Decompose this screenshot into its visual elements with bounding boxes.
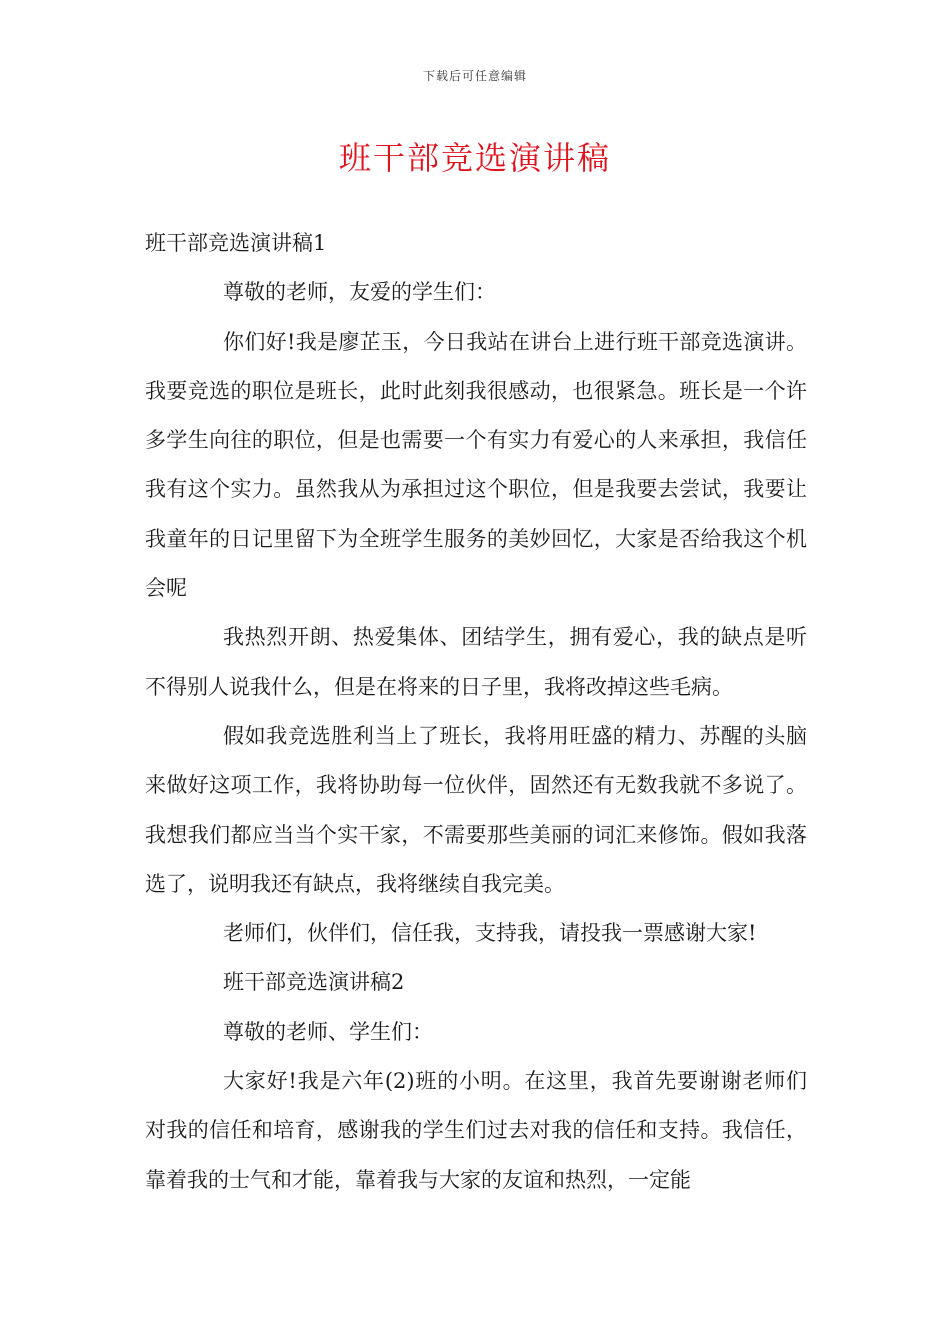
paragraph-intro-2: 大家好!我是六年(2)班的小明。在这里，我首先要谢谢老师们对我的信任和培育，感谢我的学生们过去对我的信任和支持。我信任，靠着我的士气和才能，靠着我与大家的友谊和热烈，一定能 xyxy=(145,1069,807,1192)
section-heading-1: 班干部竞选演讲稿1 xyxy=(145,231,327,255)
paragraph-traits: 我热烈开朗、热爱集体、团结学生，拥有爱心，我的缺点是听不得别人说我什么，但是在将来的日子里，我将改掉这些毛病。 xyxy=(145,625,807,699)
salutation-1: 尊敬的老师，友爱的学生们： xyxy=(223,280,496,305)
paragraph-intro: 你们好!我是廖芷玉，今日我站在讲台上进行班干部竞选演讲。我要竞选的职位是班长，此时此刻我很感动，也很紧急。班长是一个许多学生向往的职位，但是也需要一个有实力有爱心的人来承担，我信任我有这个实力。虽然我从为承担过这个职位，但是我要去尝试，我要让我童年的日记里留下为全班学生服务的美妙回忆，大家是否给我这个机会呢 xyxy=(145,329,807,601)
paragraph-plans: 假如我竞选胜利当上了班长，我将用旺盛的精力、苏醒的头脑来做好这项工作，我将协助每一位伙伴，固然还有无数我就不多说了。我想我们都应当当个实干家，不需要那些美丽的词汇来修饰。假如我落选了，说明我还有缺点，我将继续自我完美。 xyxy=(145,723,807,896)
section-heading-2: 班干部竞选演讲稿2 xyxy=(223,970,405,995)
header-note: 下载后可任意编辑 xyxy=(422,69,527,83)
salutation-2: 尊敬的老师、学生们： xyxy=(223,1019,433,1044)
document-body xyxy=(145,219,807,1205)
paragraph-closing: 老师们，伙伴们，信任我，支持我，请投我一票感谢大家! xyxy=(223,921,757,946)
document-title: 班干部竞选演讲稿 xyxy=(338,139,611,177)
